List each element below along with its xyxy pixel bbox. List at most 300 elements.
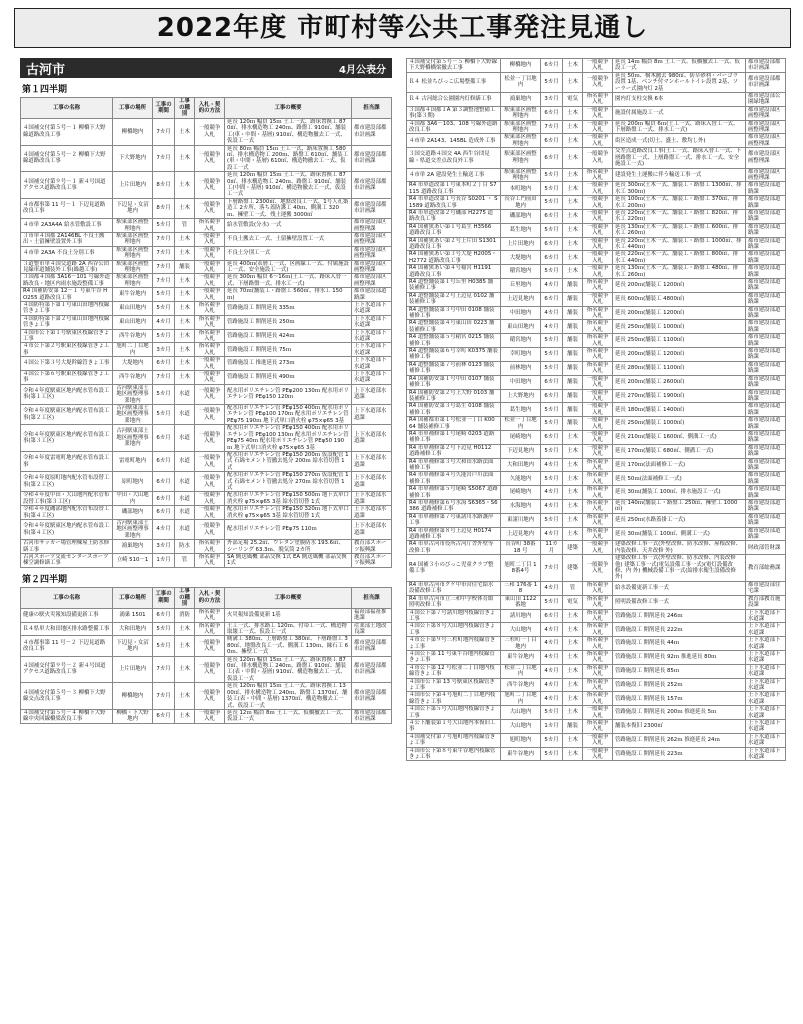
cell-type: 舗装 — [563, 292, 583, 306]
table-row — [407, 664, 786, 678]
header-type: 工事の種別 — [175, 587, 195, 608]
cell-name: ３道整市単４国交道路 2A 西谷公団見線車道舗装外工事(繰越工事) — [21, 260, 113, 274]
cell-name: ４市単 2A 建設発生土輸送工事 — [407, 168, 501, 182]
cell-method: 指名競争入札 — [583, 348, 613, 362]
cell-summary: 管路施設工 開削延長 250ｍ — [225, 315, 352, 329]
cell-summary: 延長 30ｍ(舗装工 100㎡、排水施設工一式) — [613, 486, 746, 500]
cell-method: 一般競争入札 — [583, 706, 613, 720]
cell-period: 4カ月 — [541, 527, 563, 541]
cell-place: 上片田地内 — [501, 237, 541, 251]
cell-summary: 園内灯支柱交換 6本 — [613, 93, 746, 107]
cell-method: 一般競争入札 — [195, 260, 225, 274]
cell-period: 5カ月 — [541, 196, 563, 210]
cell-period: 6カ月 — [541, 251, 563, 265]
cell-place: 東牛谷地内 — [501, 650, 541, 664]
cell-period: 6カ月 — [153, 472, 175, 492]
cell-summary: 管路施設工 開削延長 85ｍ — [613, 664, 746, 678]
cell-type: 土木 — [175, 357, 195, 371]
cell-summary: 配水用ポリエチレン管 PEφ150 200ｍ 仮設配管 1式 石綿セメント管撤去処分 200ｍ 給水管切替 1式 — [225, 451, 352, 471]
cell-period: 4カ月 — [541, 486, 563, 500]
cell-summary: 配水用ポリエチレン管 PEφ75 110ｍ — [225, 519, 352, 539]
cell-place: 大山地内 — [501, 720, 541, 734]
cell-method: 一般競争入札 — [195, 656, 225, 683]
cell-summary: 延長 220ｍ(土木一式、舗装工・路盤工 800㎡、排水工 440ｍ) — [613, 251, 746, 265]
cell-dept: 上下水道部下水道課 — [746, 609, 786, 623]
cell-place: 松並一丁目地内 — [501, 72, 541, 92]
cell-dept: 上下水道部下水道課 — [746, 623, 786, 637]
table-row — [21, 554, 392, 568]
table-row — [407, 581, 786, 595]
cell-dept: 都市建設部都市計画課 — [352, 198, 392, 218]
table-row — [407, 747, 786, 761]
cell-place: 原町地内 — [113, 472, 153, 492]
cell-place: 松並二丁目地内 — [501, 664, 541, 678]
cell-period: 6カ月 — [541, 609, 563, 623]
cell-name: ４国防特第下第２号東山田地内枝線管きょ工事 — [21, 315, 113, 329]
cell-type: 土木 — [175, 145, 195, 172]
cell-name: ４市公下第 12 号松並二丁目地内枝線管きょ工事 — [407, 664, 501, 678]
cell-period: 6カ月 — [153, 357, 175, 371]
cell-summary: 延長 200ｍ(舗装工 1200㎡) — [613, 306, 746, 320]
table-row — [21, 683, 392, 710]
header-summary: 工事の概要 — [225, 98, 352, 119]
cell-place: 前林地内 — [501, 361, 541, 375]
cell-dept: 都市建設部都市計画課 — [352, 119, 392, 146]
cell-place: 駅東部区画整理地内 — [501, 120, 541, 134]
table-row — [407, 678, 786, 692]
cell-type: 土木 — [563, 59, 583, 73]
cell-period: 6カ月 — [153, 451, 175, 471]
header-place: 工事の場所 — [113, 587, 153, 608]
cell-period: 5カ月 — [541, 747, 563, 761]
header-place: 工事の場所 — [113, 98, 153, 119]
cell-name: R4 道整舗装第４号東山田 0223 舗装補修工事 — [407, 320, 501, 334]
cell-type: 水道 — [175, 519, 195, 539]
cell-type: 土木 — [563, 472, 583, 486]
table-row — [21, 119, 392, 146]
cell-method: 一般競争入札 — [583, 237, 613, 251]
cell-type: 建築 — [563, 555, 583, 582]
cell-name: ４国補交付第５号－３ 柳橋下大野線交点改良工事 — [21, 683, 113, 710]
quarter-1-label: 第１四半期 — [22, 85, 68, 95]
cell-place: 長谷町 38番 18 号 — [501, 541, 541, 555]
cell-method: 指名競争入札 — [583, 720, 613, 734]
table-row — [407, 403, 786, 417]
cell-dept: 都市建設部公園緑地課 — [746, 93, 786, 107]
cell-place: 西牛谷地内 — [501, 678, 541, 692]
cell-method: 一般競争入札 — [583, 196, 613, 210]
cell-method: 指名競争入札 — [195, 608, 225, 622]
cell-name: R4 市単古河市クケ中市営住宅給水設備改修工事 — [407, 581, 501, 595]
cell-dept: 都市建設部道路課 — [746, 513, 786, 527]
table-row — [407, 527, 786, 541]
cell-place: 東山田地内 — [113, 301, 153, 315]
table-row — [21, 519, 392, 539]
cell-method: 指名競争入札 — [583, 168, 613, 182]
cell-summary: 建築改修工事一式(外壁改修、防水改修、内装改修 他) 建築工事一式(電気設備工事一式)(電灯設備改修、内 外) 機械設備工事一式(給排水衛生設備改修 外) — [613, 555, 746, 582]
table-row — [407, 279, 786, 293]
cell-type: 舗装 — [563, 375, 583, 389]
cell-period: 7カ月 — [153, 683, 175, 710]
cell-method: 指名競争入札 — [195, 301, 225, 315]
table-row — [407, 320, 786, 334]
cell-type: 土木 — [563, 209, 583, 223]
cell-dept: 上下水道部下水道課 — [746, 692, 786, 706]
cell-dept: 都市建設部都市計画課 — [746, 59, 786, 73]
cell-summary: 配水用ポリエチレン管 PEφ200 130ｍ 配水用ポリエチレン管 PEφ150 120ｍ — [225, 384, 352, 404]
cell-period: 5カ月 — [541, 223, 563, 237]
cell-method: 指名競争入札 — [583, 623, 613, 637]
cell-method: 指名競争入札 — [583, 527, 613, 541]
cell-summary: 管路施設工 推進延長 273ｍ — [225, 357, 352, 371]
cell-method: 指名競争入札 — [583, 678, 613, 692]
cell-name: R4 市単補修第４号久能宮戸川法面補修工事 — [407, 472, 501, 486]
cell-type: 土木 — [563, 623, 583, 637]
cell-name: R4 国補防安第１号中田 0107 舗装補修工事 — [407, 375, 501, 389]
cell-place: 鴻巣地内 — [113, 540, 153, 554]
cell-type: 土木 — [563, 678, 583, 692]
cell-place: 古河駅東部土地区画整理事業地内 — [113, 405, 153, 425]
cell-name: R4 国補狭あい第２号上片田 S1301 道路改良工事 — [407, 237, 501, 251]
cell-type: 土木 — [175, 274, 195, 288]
cell-type: 土木 — [175, 656, 195, 683]
cell-summary: 管路施設工 開削延長 44ｍ — [613, 637, 746, 651]
cell-type: 舗装 — [563, 320, 583, 334]
cell-name: ４市単 2A143、145BL 造成外工事 — [407, 134, 501, 148]
cell-type: 舗装 — [563, 348, 583, 362]
cell-method: 一般競争入札 — [583, 148, 613, 168]
cell-summary: 延長 120ｍ 幅員 15ｍ 土工一式、路床置換工 870㎡、排水構造物工 240ｍ、路盤工 910㎡、舗装工(表・中間・基層) 910㎡、構造物撤去工一式、仮設工一式 — [225, 656, 352, 683]
cell-name: ４国補交付第５号－２ 柳橋下大野線道路改良工事 — [21, 145, 113, 172]
cell-place: 大山地内 — [501, 623, 541, 637]
cell-type: 舗装 — [563, 403, 583, 417]
table-row — [407, 72, 786, 92]
cell-dept: 都市建設部区画整理課 — [352, 274, 392, 288]
cell-type: 水道 — [175, 472, 195, 492]
cell-method: 一般競争入札 — [583, 430, 613, 444]
cell-name: Ｒ４県単大和田地区排水路整備工事 — [21, 622, 113, 636]
cell-name: R4 市単補修第８号上辺見 H0174 道路補修工事 — [407, 527, 501, 541]
cell-period: 4カ月 — [541, 458, 563, 472]
cell-dept: 上下水道部水道課 — [352, 405, 392, 425]
cell-name: R4 市単補修第５号尾崎 S5067 道路補修工事 — [407, 486, 501, 500]
cell-type: 土木 — [563, 168, 583, 182]
cell-summary: 管路施設工 開削延長 246ｍ — [613, 609, 746, 623]
cell-method: 一般競争入札 — [583, 541, 613, 555]
cell-type: 土木 — [563, 134, 583, 148]
cell-period: 7カ月 — [153, 246, 175, 260]
cell-name: ４国都 3A6－103、108 号線外道路改良工事 — [407, 120, 501, 134]
cell-method: 指名競争入札 — [583, 664, 613, 678]
cell-type: 電気 — [563, 93, 583, 107]
cell-type: 土木 — [563, 733, 583, 747]
cell-name: R4 国補狭あい第１号葛生 H3566 道路改良工事 — [407, 223, 501, 237]
cell-dept: 都市建設部道路課 — [746, 500, 786, 514]
cell-name: ４国防特第下第１号東山田地内枝線管きょ工事 — [21, 301, 113, 315]
table-row — [21, 472, 392, 492]
cell-place: 長谷工門前田地内 — [501, 196, 541, 210]
cell-summary: 延長 120ｍ 幅員 15ｍ 土工一式、路床置換工 870㎡、排水構造物工 240ｍ、路盤工 910㎡、舗装工(中間・基層) 910㎡、構造物撤去工一式、仮設工一式 — [225, 172, 352, 199]
table-row — [21, 246, 392, 260]
cell-name: R4 国補３小のびっこ児童クラブ整備工事 — [407, 555, 501, 582]
cell-dept: 上下水道部水道課 — [352, 425, 392, 452]
cell-summary: 下層路盤工 2300㎡、地盤改良工一式、1号人孔築造工 2カ所、落ち蓋防護工 40ｍ、側溝工 320ｍ、擁壁工一式、残土運搬 3000㎥ — [225, 198, 352, 218]
header-method: 入札・契約の方法 — [195, 587, 225, 608]
cell-dept: 上下水道部下水道課 — [746, 733, 786, 747]
cell-dept: 都市建設部道路課 — [746, 292, 786, 306]
cell-dept: 上下水道部下水道課 — [746, 637, 786, 651]
table-row — [21, 315, 392, 329]
cell-dept: 上下水道部下水道課 — [746, 720, 786, 734]
cell-period: 5カ月 — [541, 403, 563, 417]
cell-place: 水海地内 — [501, 500, 541, 514]
cell-summary: SA 側送風機 部品交換 1式 EA 側送風機 部品交換 1式 — [225, 554, 352, 568]
cell-summary: 給水設備更新工事一式 — [613, 581, 746, 595]
cell-place: 旭町二丁目地内 — [113, 343, 153, 357]
cell-type: 土木 — [563, 513, 583, 527]
cell-period: 5カ月 — [541, 168, 563, 182]
cell-type: 土木 — [563, 706, 583, 720]
cell-method: 指名競争入札 — [583, 334, 613, 348]
page-title: 2022年度 市町村等公共工事発注見通し — [14, 8, 791, 48]
cell-place: 大和田地内 — [501, 458, 541, 472]
cell-dept: 都市建設部道路課 — [746, 182, 786, 196]
cell-method: 一般競争入札 — [583, 747, 613, 761]
cell-place: 尾崎地内 — [501, 486, 541, 500]
cell-dept: 都市建設部区画整理課 — [746, 134, 786, 148]
cell-dept: 都市建設部道路課 — [352, 288, 392, 302]
cell-place: 駅東部区画整理地内 — [113, 260, 153, 274]
table-row — [407, 650, 786, 664]
quarter-2-label: 第２四半期 — [22, 574, 68, 585]
cell-method: 一般競争入札 — [583, 265, 613, 279]
cell-name: 令和４年度駅東区地内配水管布設工事(第３工区) — [21, 425, 113, 452]
cell-summary: 管路施設工 開削延長 222ｍ — [613, 623, 746, 637]
cell-place: 三和 176番 18 — [501, 581, 541, 595]
cell-dept: 都市建設部住宅課 — [746, 581, 786, 595]
table-row — [21, 219, 392, 233]
cell-type: 土木 — [563, 637, 583, 651]
cell-place: 西牛谷地内 — [113, 371, 153, 385]
cell-method: 一般競争入札 — [195, 405, 225, 425]
cell-method: 一般競争入札 — [195, 636, 225, 656]
cell-period: 4カ月 — [541, 664, 563, 678]
table-row — [407, 182, 786, 196]
cell-dept: 都市建設部道路課 — [746, 417, 786, 431]
cell-name: ４国公下第６号駅東区枝線管きょ工事 — [21, 371, 113, 385]
cell-period: 5カ月 — [541, 706, 563, 720]
cell-name: ３国都４国都１A 第３調整池整備工事(第３期) — [407, 106, 501, 120]
cell-dept: 都市建設部道路課 — [746, 430, 786, 444]
cell-method: 一般競争入札 — [195, 288, 225, 302]
header-dept: 担当課 — [352, 98, 392, 119]
cell-place: 古河駅東部土地区画整理事業地内 — [113, 384, 153, 404]
cell-summary: 建築改修工事一式(外壁改修、防水改修、屋根改修、内装改修、天井改修 外) — [613, 541, 746, 555]
cell-name: R4 道整舗装第５号稲宮 0215 舗装補修工事 — [407, 334, 501, 348]
cell-dept: 都市建設部都市計画課 — [352, 636, 392, 656]
cell-dept: 上下水道部下水道課 — [352, 329, 392, 343]
cell-period: 1カ月 — [541, 720, 563, 734]
cell-method: 指名競争入札 — [583, 361, 613, 375]
cell-method: 指名競争入札 — [583, 458, 613, 472]
cell-summary: 延長 50ｍ、樹木撤去 980㎡、防草砂利・バーゴラ設置 1基、ベンチ付マンホールトイレ設置 2基、ソーラー式園内灯 2基 — [613, 72, 746, 92]
table-row — [407, 541, 786, 555]
table-row — [21, 357, 392, 371]
cell-name: R4 道整舗装第６号幸町 K0375 舗装補修工事 — [407, 348, 501, 362]
cell-type: 土木 — [175, 315, 195, 329]
cell-period: 4カ月 — [153, 315, 175, 329]
cell-place: 旭町地内 — [501, 733, 541, 747]
cell-period: 6カ月 — [153, 506, 175, 520]
cell-name: ３国都４国都 3A16－101 号線外道路改良・地区内雨水施設整備工事 — [21, 274, 113, 288]
cell-name: R4 道整舗装第３号中田 0108 舗装補修工事 — [407, 306, 501, 320]
cell-type: 土木 — [175, 343, 195, 357]
table-row — [21, 288, 392, 302]
cell-name: R4 市単補修第７号東諸川水路護岸工事 — [407, 513, 501, 527]
cell-type: 管 — [563, 581, 583, 595]
cell-dept: 都市建設部道路課 — [746, 348, 786, 362]
cell-summary: 延長 140ｍ(舗装工・路盤工 250㎡、擁壁工 1000㎡) — [613, 500, 746, 514]
table-row — [407, 196, 786, 210]
cell-method: 一般競争入札 — [583, 72, 613, 92]
cell-method: 一般競争入札 — [583, 375, 613, 389]
cell-summary: 延長 70ｍ(舗装工・路盤工 560㎡、排水工 150ｍ) — [225, 288, 352, 302]
cell-name: ４国公下第７号諸川地内枝線管きょ工事 — [407, 609, 501, 623]
cell-place: 久能地内 — [501, 472, 541, 486]
cell-period: 5カ月 — [153, 329, 175, 343]
cell-method: 一般競争入札 — [195, 451, 225, 471]
cell-name: R4 道整舗装第１号丘里 H0385 舗装補修工事 — [407, 279, 501, 293]
cell-dept: 都市建設部道路課 — [746, 444, 786, 458]
cell-name: 令和４年度駅東区地内配水管布設工事(第４工区) — [21, 519, 113, 539]
cell-dept: 都市建設部道路課 — [746, 472, 786, 486]
cell-summary: 延長 300ｍ(土木一式、舗装工・路盤工 1300㎡、排水工 300ｍ) — [613, 182, 746, 196]
cell-dept: 都市建設部道路課 — [746, 361, 786, 375]
cell-period: 5カ月 — [541, 361, 563, 375]
cell-place: 磯部地内 — [501, 209, 541, 223]
cell-dept: 都市建設部道路課 — [746, 334, 786, 348]
cell-dept: 都市建設部区画整理課 — [746, 148, 786, 168]
q1-table — [20, 97, 392, 568]
cell-dept: 都市建設部道路課 — [746, 375, 786, 389]
cell-dept: 都市建設部区画整理課 — [352, 246, 392, 260]
cell-place: 葛生地内 — [501, 403, 541, 417]
cell-type: 土木 — [563, 265, 583, 279]
cell-type: 土木 — [563, 148, 583, 168]
cell-type: 土木 — [563, 237, 583, 251]
table-row — [407, 733, 786, 747]
cell-place: 上片田地内 — [113, 172, 153, 199]
table-row — [21, 232, 392, 246]
cell-period: 5カ月 — [541, 417, 563, 431]
cell-place: 下大野地内 — [113, 145, 153, 172]
cell-dept: 上下水道部水道課 — [352, 519, 392, 539]
cell-dept: 上下水道部下水道課 — [746, 706, 786, 720]
cell-type: 舗装 — [563, 306, 583, 320]
cell-place: 東山田地内 — [113, 315, 153, 329]
header-period: 工事の期間 — [153, 98, 175, 119]
table-row — [407, 292, 786, 306]
cell-type: 建築 — [563, 541, 583, 555]
table-row — [21, 301, 392, 315]
cell-dept: 都市建設部区画整理課 — [352, 260, 392, 274]
cell-dept: 都市建設部都市計画課 — [746, 72, 786, 92]
table-row — [21, 371, 392, 385]
cell-type: 舗装 — [175, 260, 195, 274]
cell-dept: 上下水道部下水道課 — [746, 664, 786, 678]
cell-place: 大和田地内 — [113, 622, 153, 636]
cell-name: Ｒ４ 松並ちびっこ広場整備工事 — [407, 72, 501, 92]
cell-name: R4 市単補修第３号大和田水路法面補修工事 — [407, 458, 501, 472]
header-type: 工事の種別 — [175, 98, 195, 119]
cell-place: 旭町二丁目 18番4号 — [501, 555, 541, 582]
cell-place: 駅東部区画整理地内 — [501, 148, 541, 168]
cell-dept: 教育部スポーツ振興課 — [352, 540, 392, 554]
cell-summary: 延長 170ｍ(舗装工 680㎡、側溝工一式) — [613, 444, 746, 458]
table-row — [21, 198, 392, 218]
cell-name: ４国公下第５号大山地内枝線管きょ工事 — [407, 706, 501, 720]
cell-name: 令和４年度駅東区地内配水管布設工事(第２工区) — [21, 405, 113, 425]
cell-summary: 延長 250ｍ(舗装工 1000㎡) — [613, 320, 746, 334]
cell-method: 一般競争入札 — [583, 555, 613, 582]
cell-summary: 延長 14ｍ 幅員 8ｍ 土工一式、仮橋撤去工一式、仮設工一式 — [613, 59, 746, 73]
cell-name: ４市公下第２号駅東区枝線管きょ工事 — [21, 343, 113, 357]
header-name: 工事の名称 — [21, 98, 113, 119]
cell-summary: 延長 200ｍ(舗装工 1200㎡) — [613, 348, 746, 362]
cell-method: 一般競争入札 — [195, 274, 225, 288]
table-row — [21, 656, 392, 683]
q1-header-row — [21, 98, 392, 119]
cell-method: 指名競争入札 — [583, 637, 613, 651]
cell-place: 東諸川地内 — [501, 513, 541, 527]
cell-dept: 都市建設部道路課 — [746, 527, 786, 541]
cell-period: 7カ月 — [541, 120, 563, 134]
cell-summary: 土工一式、排水路工 120ｍ、付帯工一式、構造物取壊工一式、仮設工一式 — [225, 622, 352, 636]
cell-type: 土木 — [563, 650, 583, 664]
cell-place: 古河駅東部土地区画整理事業地内 — [113, 519, 153, 539]
cell-method: 一般競争入札 — [195, 506, 225, 520]
table-row — [407, 389, 786, 403]
cell-period: 5カ月 — [541, 733, 563, 747]
cell-place: 雷電町地内 — [113, 451, 153, 471]
table-row — [407, 430, 786, 444]
cell-name: ４国市公下第 13 号駅東区枝線管きょ工事 — [407, 678, 501, 692]
cell-place: 磯部地内 — [113, 506, 153, 520]
cell-summary: 給水管敷設(分水) 一式 — [225, 219, 352, 233]
cell-summary: 管路施設工 開削延長 335ｍ — [225, 301, 352, 315]
cell-summary: 舗装本復旧 2300㎡ — [613, 720, 746, 734]
cell-name: R4 国補狭あい第３号大堤 H2005・H2772 道路改良工事 — [407, 251, 501, 265]
table-row — [407, 106, 786, 120]
cell-dept: 上下水道部下水道課 — [352, 357, 392, 371]
table-row — [21, 492, 392, 506]
cell-period: 5カ月 — [153, 636, 175, 656]
table-row — [407, 637, 786, 651]
cell-dept: 財政部管財課 — [746, 541, 786, 555]
city-header — [20, 58, 392, 78]
cell-summary: 延長 12ｍ 幅員 8ｍ 土工一式、仮橋撤去工一式、仮設工一式 — [225, 709, 352, 723]
cell-type: 土木 — [175, 119, 195, 146]
cell-summary: 延長 220ｍ(土木一式、舗装工・路盤工 1000㎡、排水工 440ｍ) — [613, 237, 746, 251]
cell-dept: 都市建設部道路課 — [746, 403, 786, 417]
cell-place: 柳橋地内 — [113, 119, 153, 146]
cell-period: 4カ月 — [541, 692, 563, 706]
cell-place: 上辺見地内 — [501, 292, 541, 306]
cell-period: 6カ月 — [541, 209, 563, 223]
left-column — [20, 58, 392, 724]
cell-method: 指名競争入札 — [583, 500, 613, 514]
cell-method: 指名競争入札 — [583, 692, 613, 706]
